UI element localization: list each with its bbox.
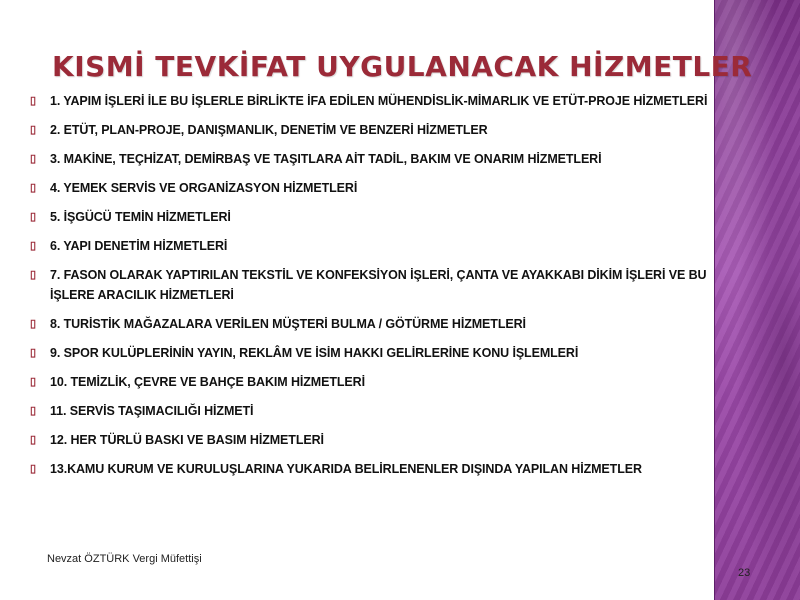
list-item — [30, 459, 730, 479]
list-item-text: 12. HER TÜRLÜ BASKI VE BASIM HİZMETLERİ — [50, 433, 324, 447]
list-item-text: 6. YAPI DENETİM HİZMETLERİ — [50, 239, 228, 253]
list-item — [30, 178, 730, 198]
list-item — [30, 372, 730, 392]
list-item-text: 13.KAMU KURUM VE KURULUŞLARINA YUKARIDA BELİRLENENLER DIŞINDA YAPILAN HİZMETLER — [50, 462, 642, 476]
list-item-text: 10. TEMİZLİK, ÇEVRE VE BAHÇE BAKIM HİZMETLERİ — [50, 375, 365, 389]
bullet-icon: ▯ — [30, 434, 36, 446]
list-item-text: 9. SPOR KULÜPLERİNİN YAYIN, REKLÂM VE İSİM HAKKI GELİRLERİNE KONU İŞLEMLERİ — [50, 346, 579, 360]
list-item — [30, 314, 730, 334]
slide-title: KISMİ TEVKİFAT UYGULANACAK HİZMETLER — [52, 50, 753, 83]
list-item — [30, 91, 730, 111]
list-item — [30, 149, 730, 169]
list-item — [30, 343, 730, 363]
list-item-text: 2. ETÜT, PLAN-PROJE, DANIŞMANLIK, DENETİM VE BENZERİ HİZMETLER — [50, 123, 488, 137]
list-item-text: 8. TURİSTİK MAĞAZALARA VERİLEN MÜŞTERİ BULMA / GÖTÜRME HİZMETLERİ — [50, 317, 526, 331]
list-item-text: 1. YAPIM İŞLERİ İLE BU İŞLERLE BİRLİKTE İFA EDİLEN MÜHENDİSLİK-MİMARLIK VE ETÜT-PROJE HİZMETLERİ — [50, 94, 708, 108]
bullet-icon: ▯ — [30, 153, 36, 165]
bullet-icon: ▯ — [30, 318, 36, 330]
list-item-text: 3. MAKİNE, TEÇHİZAT, DEMİRBAŞ VE TAŞITLARA AİT TADİL, BAKIM VE ONARIM HİZMETLERİ — [50, 152, 602, 166]
bullet-icon: ▯ — [30, 211, 36, 223]
page-number: 23 — [738, 567, 751, 579]
list-item — [30, 265, 730, 305]
footer-author: Nevzat ÖZTÜRK Vergi Müfettişi — [47, 553, 202, 565]
bullet-icon: ▯ — [30, 240, 36, 252]
bullet-icon: ▯ — [30, 124, 36, 136]
list-item-text: 5. İŞGÜCÜ TEMİN HİZMETLERİ — [50, 210, 231, 224]
list-item-text: 7. FASON OLARAK YAPTIRILAN TEKSTİL VE KONFEKSİYON İŞLERİ, ÇANTA VE AYAKKABI DİKİM İŞLERİ VE BU İŞLERE ARACILIK HİZMETLERİ — [50, 268, 707, 302]
bullet-icon: ▯ — [30, 182, 36, 194]
list-item-text: 11. SERVİS TAŞIMACILIĞI HİZMETİ — [50, 404, 254, 418]
bullet-icon: ▯ — [30, 376, 36, 388]
service-list — [30, 91, 730, 488]
list-item — [30, 401, 730, 421]
list-item — [30, 236, 730, 256]
list-item — [30, 207, 730, 227]
bullet-icon: ▯ — [30, 463, 36, 475]
list-item-text: 4. YEMEK SERVİS VE ORGANİZASYON HİZMETLERİ — [50, 181, 358, 195]
bullet-icon: ▯ — [30, 269, 36, 281]
list-item — [30, 430, 730, 450]
list-item — [30, 120, 730, 140]
bullet-icon: ▯ — [30, 347, 36, 359]
bullet-icon: ▯ — [30, 95, 36, 107]
bullet-icon: ▯ — [30, 405, 36, 417]
